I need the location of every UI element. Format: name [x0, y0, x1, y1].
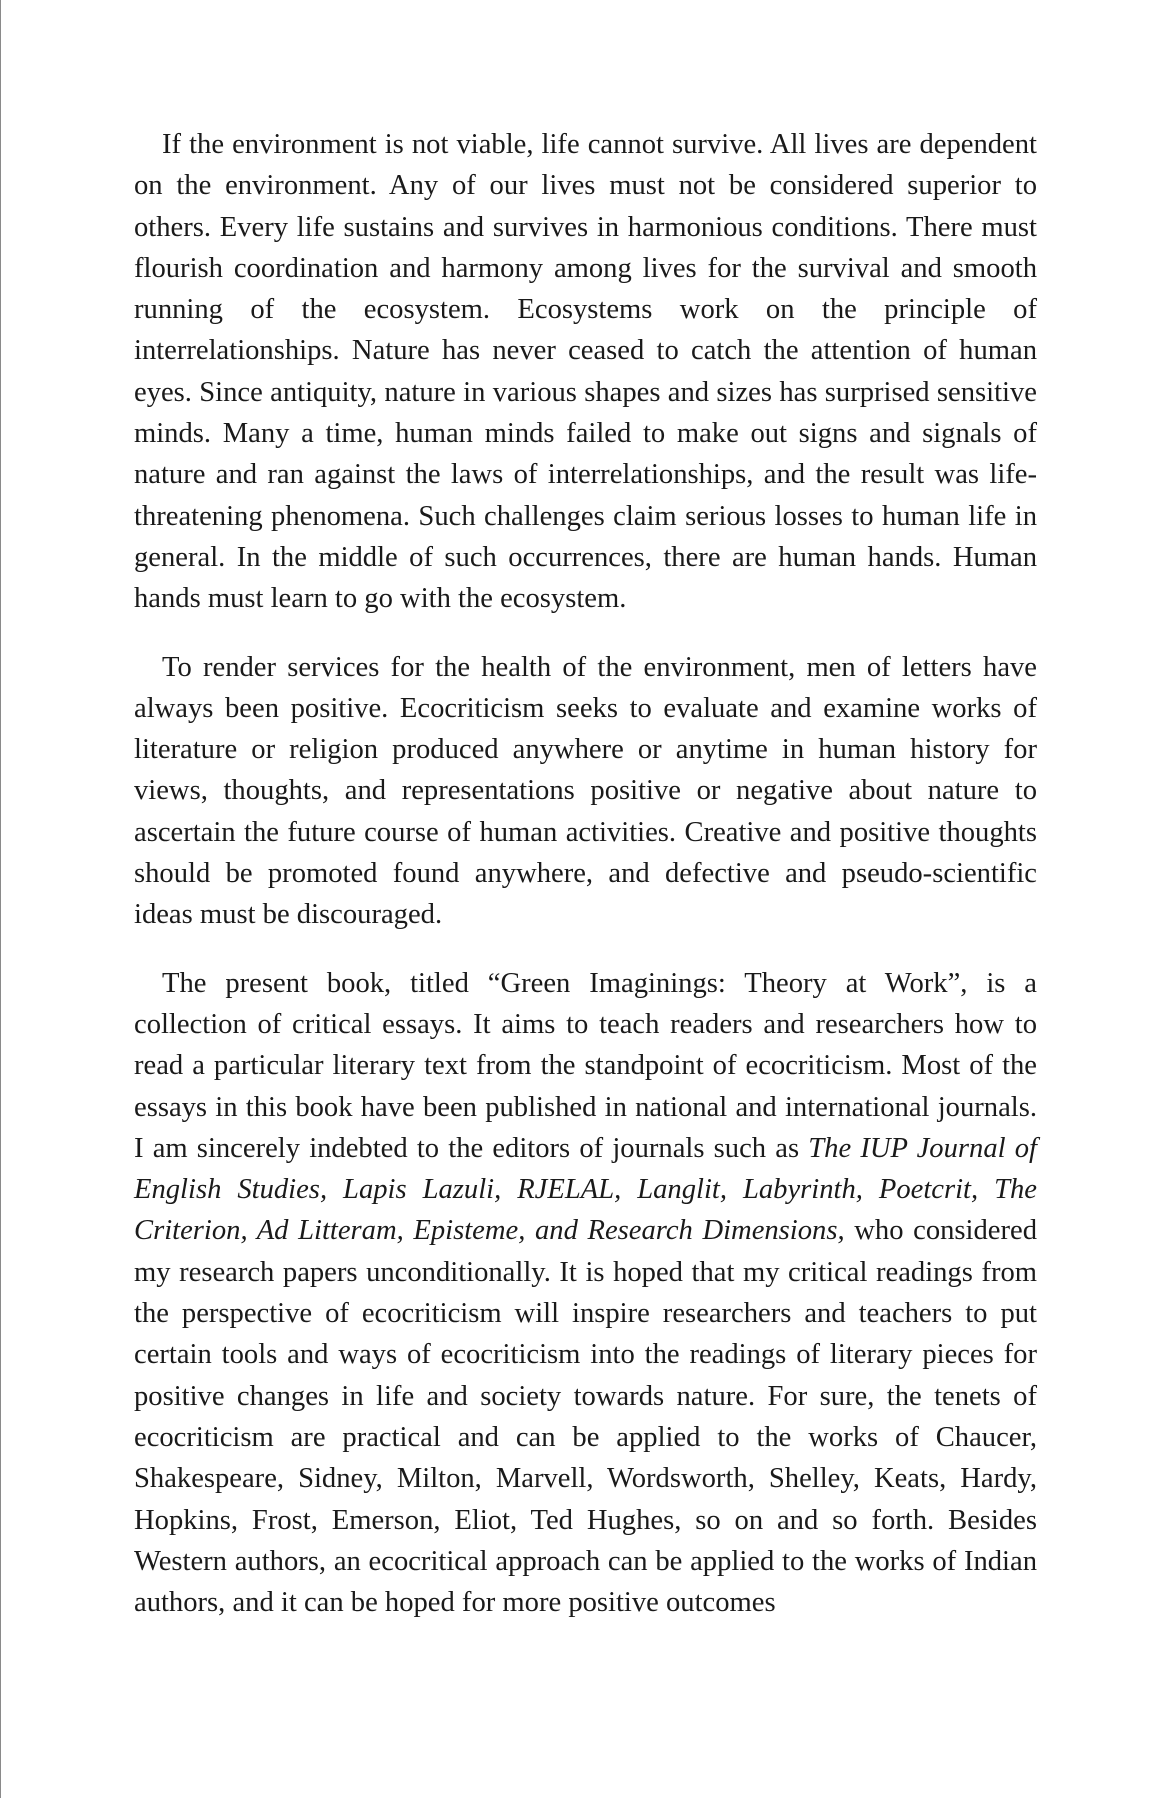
journal-titles-italic: The IUP Journal of English Studies, Lapis Lazuli, RJELAL, Langlit, Labyrinth, Poetcrit, The Criterion, Ad Litteram, Episteme, and Research Dimensions,	[134, 1132, 1037, 1247]
paragraph-3-text-before-italic: The present book, titled “Green Imaginings: Theory at Work”, is a collection of critical essays. It aims to teach readers and researchers how to read a particular literary text from the standpoint of ecocriticism. Most of the essays in this book have been published in national and international journals. I am sincerely indebted to the editors of journals such as	[134, 967, 1037, 1164]
paragraph-1: If the environment is not viable, life cannot survive. All lives are dependent on the environment. Any of our lives must not be considered superior to others. Every life sustains and survives in harmonious conditions. There must flourish coordination and harmony among lives for the survival and smooth running of the ecosystem. Ecosystems work on the principle of interrelationships. Nature has never ceased to catch the attention of human eyes. Since antiquity, nature in various shapes and sizes has surprised sensitive minds. Many a time, human minds failed to make out signs and signals of nature and ran against the laws of interrelationships, and the result was life-threatening phenomena. Such challenges claim serious losses to human life in general. In the middle of such occurrences, there are human hands. Human hands must learn to go with the ecosystem.	[134, 129, 1037, 615]
paragraph-2: To render services for the health of the environment, men of letters have always been positive. Ecocriticism seeks to evaluate and examine works of literature or religion produced anywhere or anytime in human history for views, thoughts, and representations positive or negative about nature to ascertain the future course of human activities. Creative and positive thoughts should be promoted found anywhere, and defective and pseudo-scientific ideas must be discouraged.	[134, 651, 1037, 931]
paragraph-3-text-after-italic: who considered my research papers unconditionally. It is hoped that my critical readings from the perspective of ecocriticism will inspire researchers and teachers to put certain tools and ways of ecocriticism into the readings of literary pieces for positive changes in life and society towards nature. For sure, the tenets of ecocriticism are practical and can be applied to the works of Chaucer, Shakespeare, Sidney, Milton, Marvell, Wordsworth, Shelley, Keats, Hardy, Hopkins, Frost, Emerson, Eliot, Ted Hughes, so on and so forth. Besides Western authors, an ecocritical approach can be applied to the works of Indian authors, and it can be hoped for more positive outcomes	[134, 1215, 1037, 1619]
body-text	[134, 124, 1037, 1623]
paragraph-3	[134, 963, 1037, 1624]
